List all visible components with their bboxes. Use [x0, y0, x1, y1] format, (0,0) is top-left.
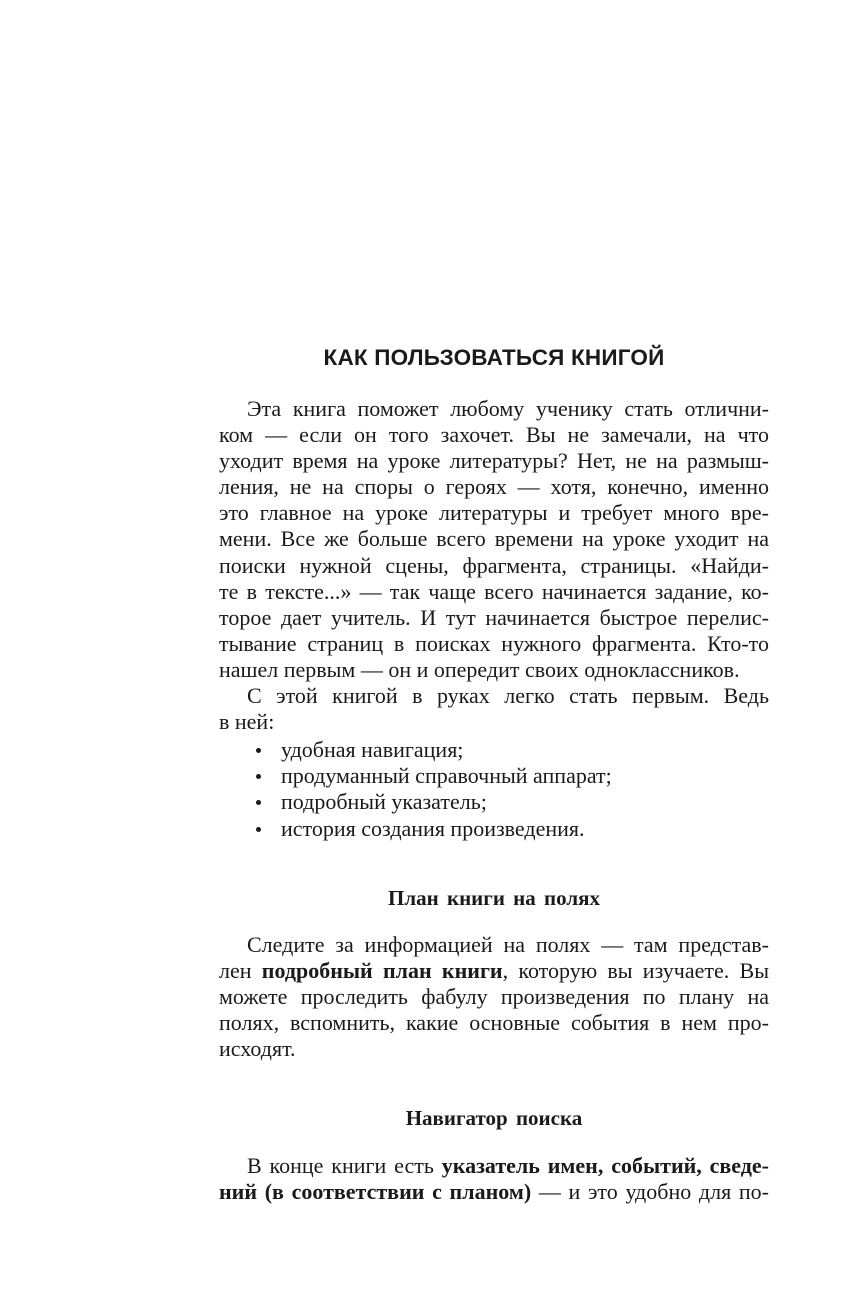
- navigator-line: ний (в соответствии с планом) — и это удобно для по-: [219, 1179, 769, 1205]
- list-item: история создания произведения.: [219, 816, 769, 842]
- feature-list: [219, 737, 769, 841]
- intro-line: тывание страниц в поисках нужного фрагмента. Кто-то: [219, 630, 769, 656]
- bullet-icon: [256, 827, 261, 832]
- section-heading-plan: План книги на полях: [388, 885, 600, 910]
- navigator-line: В конце книги есть указатель имен, событий, сведе-: [247, 1153, 769, 1179]
- page-content: [219, 340, 769, 1205]
- intro-line: Эта книга поможет любому ученику стать отлични-: [247, 396, 769, 421]
- intro-paragraph: [219, 396, 769, 683]
- intro-line: это главное на уроке литературы и требует много вре-: [219, 500, 769, 526]
- plan-line: полях, вспомнить, какие основные события в нем про-: [219, 1009, 769, 1035]
- list-item: удобная навигация;: [219, 737, 769, 763]
- bullet-icon: [256, 748, 261, 753]
- bullet-icon: [256, 800, 261, 805]
- list-item: подробный указатель;: [219, 789, 769, 815]
- intro-line: те в тексте...» — так чаще всего начинается задание, ко-: [219, 578, 769, 604]
- list-item: продуманный справочный аппарат;: [219, 763, 769, 789]
- intro-line: мени. Все же больше всего времени на уроке уходит на: [219, 526, 769, 552]
- plan-paragraph: [219, 932, 769, 1062]
- intro-line: нашел первым — он и опередит своих одноклассников.: [219, 656, 740, 682]
- plan-line: Следите за информацией на полях — там представ-: [247, 931, 769, 957]
- page-title: КАК ПОЛЬЗОВАТЬСЯ КНИГОЙ: [323, 345, 665, 370]
- intro-line: поиски нужной сцены, фрагмента, страницы. «Найди-: [219, 552, 769, 578]
- second-paragraph: [219, 683, 769, 735]
- plan-line: можете проследить фабулу произведения по плану на: [219, 983, 769, 1009]
- intro-line: ления, не на споры о героях — хотя, конечно, именно: [219, 474, 769, 500]
- intro-line: ком — если он того захочет. Вы не замечали, на что: [219, 422, 769, 448]
- navigator-paragraph: [219, 1153, 769, 1205]
- second-line: в ней:: [219, 709, 275, 735]
- plan-line: исходят.: [219, 1035, 296, 1061]
- second-line: С этой книгой в руках легко стать первым. Ведь: [247, 683, 769, 709]
- intro-line: торое дает учитель. И тут начинается быстрое перелис-: [219, 604, 769, 630]
- plan-line: лен подробный план книги, которую вы изучаете. Вы: [219, 957, 769, 983]
- section-heading-navigator: Навигатор поиска: [405, 1106, 583, 1131]
- intro-line: уходит время на уроке литературы? Нет, не на размыш-: [219, 448, 769, 474]
- bullet-icon: [256, 774, 261, 779]
